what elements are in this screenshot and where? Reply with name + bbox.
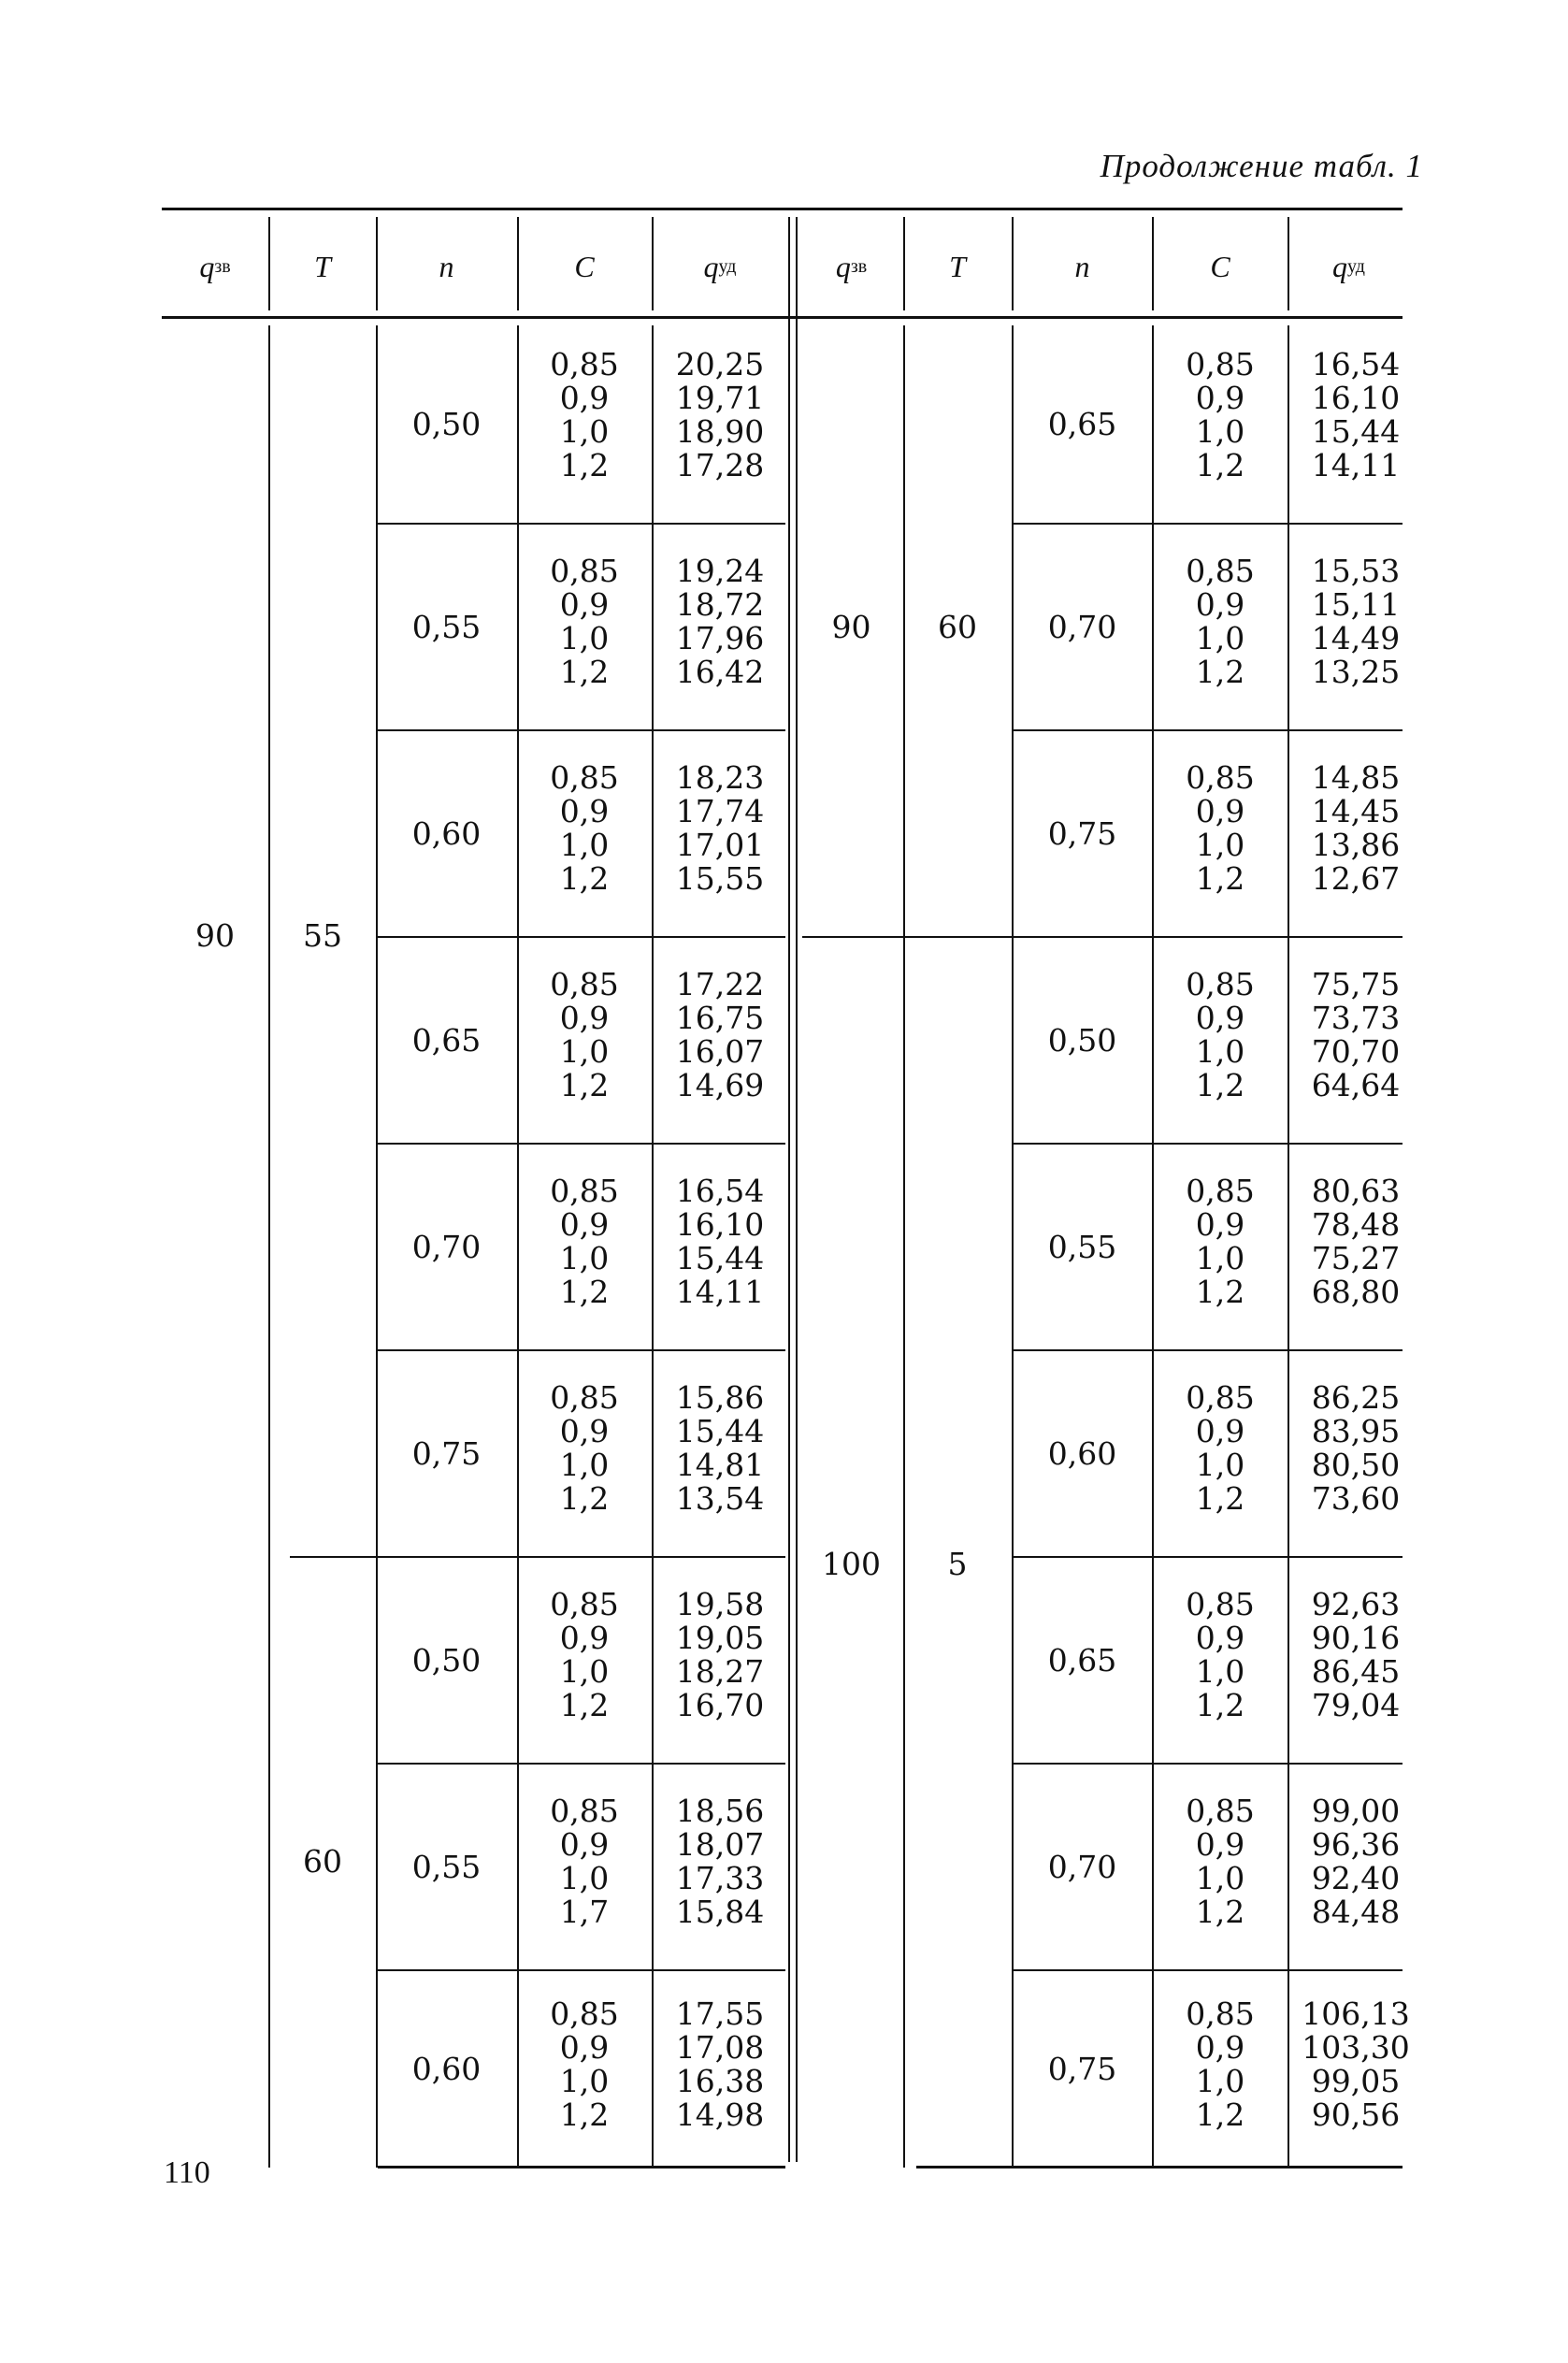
bottom-rule — [378, 2166, 785, 2168]
q-values: 106,13 103,30 99,05 90,56 — [1302, 1996, 1410, 2133]
header-c-left: C — [574, 249, 595, 283]
q-values: 86,25 83,95 80,50 73,60 — [1311, 1379, 1401, 1517]
n-value: 0,75 — [1047, 2050, 1117, 2087]
header-q-right: q зв — [835, 249, 868, 283]
col-rule — [1287, 325, 1289, 2168]
c-values: 0,85 0,9 1,0 1,2 — [550, 966, 619, 1103]
q-values: 20,25 19,71 18,90 17,28 — [675, 346, 765, 483]
left-q-value: 90 — [195, 916, 235, 954]
c-values: 0,85 0,9 1,0 1,2 — [1186, 1379, 1255, 1517]
hdr-sep — [376, 217, 378, 310]
q-values: 16,54 16,10 15,44 14,11 — [1311, 346, 1401, 483]
c-values: 0,85 0,9 1,0 1,2 — [550, 1586, 619, 1723]
left-t-60: 60 — [303, 1842, 342, 1880]
n-value: 0,55 — [411, 609, 482, 645]
right-q-100: 100 — [822, 1545, 881, 1582]
header-qud-left: q уд — [703, 249, 737, 283]
n-value: 0,70 — [1047, 609, 1117, 645]
q-values: 99,00 96,36 92,40 84,48 — [1311, 1793, 1401, 1930]
top-rule — [162, 208, 1403, 210]
hdr-sep — [903, 217, 905, 310]
n-value: 0,50 — [411, 406, 482, 442]
header-t-right: T — [949, 249, 966, 283]
c-values: 0,85 0,9 1,0 1,2 — [550, 1379, 619, 1517]
c-values: 0,85 0,9 1,0 1,2 — [1186, 1173, 1255, 1310]
n-value: 0,55 — [1047, 1229, 1117, 1265]
c-values: 0,85 0,9 1,0 1,2 — [550, 346, 619, 483]
n-value: 0,50 — [411, 1642, 482, 1679]
c-values: 0,85 0,9 1,0 1,7 — [550, 1793, 619, 1930]
hdr-sep — [268, 217, 270, 310]
n-value: 0,65 — [1047, 406, 1117, 442]
col-rule — [652, 325, 654, 2168]
q-values: 16,54 16,10 15,44 14,11 — [675, 1173, 765, 1310]
q-values: 80,63 78,48 75,27 68,80 — [1311, 1173, 1401, 1310]
c-values: 0,85 0,9 1,0 1,2 — [550, 1996, 619, 2133]
n-value: 0,50 — [1047, 1022, 1117, 1059]
header-n-left: n — [439, 249, 454, 283]
bottom-rule — [916, 2166, 1403, 2168]
q-values: 14,85 14,45 13,86 12,67 — [1311, 759, 1401, 897]
c-values: 0,85 0,9 1,0 1,2 — [550, 759, 619, 897]
n-value: 0,60 — [411, 815, 482, 852]
center-double-rule — [788, 217, 790, 2162]
page-number: 110 — [164, 2155, 210, 2190]
q-values: 18,23 17,74 17,01 15,55 — [675, 759, 765, 897]
c-values: 0,85 0,9 1,0 1,2 — [1186, 966, 1255, 1103]
right-t-60: 60 — [938, 608, 977, 645]
q-values: 15,86 15,44 14,81 13,54 — [675, 1379, 765, 1517]
center-double-rule — [796, 217, 798, 2162]
c-values: 0,85 0,9 1,0 1,2 — [550, 1173, 619, 1310]
header-qud-right: q уд — [1332, 249, 1365, 283]
q-values: 19,24 18,72 17,96 16,42 — [675, 553, 765, 690]
n-value: 0,70 — [1047, 1849, 1117, 1885]
q-values: 17,55 17,08 16,38 14,98 — [675, 1996, 765, 2133]
n-value: 0,65 — [1047, 1642, 1117, 1679]
c-values: 0,85 0,9 1,0 1,2 — [550, 553, 619, 690]
hdr-sep — [652, 217, 654, 310]
header-t-left: T — [314, 249, 331, 283]
header-n-right: n — [1074, 249, 1090, 283]
n-value: 0,60 — [1047, 1435, 1117, 1472]
q-values: 19,58 19,05 18,27 16,70 — [675, 1586, 765, 1723]
c-values: 0,85 0,9 1,0 1,2 — [1186, 553, 1255, 690]
c-values: 0,85 0,9 1,0 1,2 — [1186, 1586, 1255, 1723]
group-rule — [290, 1556, 785, 1558]
n-value: 0,70 — [411, 1229, 482, 1265]
header-rule — [162, 316, 1403, 319]
header-c-right: C — [1210, 249, 1230, 283]
right-t-5: 5 — [947, 1545, 968, 1582]
col-rule — [268, 325, 270, 2168]
q-values: 18,56 18,07 17,33 15,84 — [675, 1793, 765, 1930]
col-rule — [1152, 325, 1154, 2168]
col-rule — [376, 325, 378, 2168]
n-value: 0,55 — [411, 1849, 482, 1885]
hdr-sep — [1152, 217, 1154, 310]
q-values: 15,53 15,11 14,49 13,25 — [1311, 553, 1401, 690]
hdr-sep — [517, 217, 519, 310]
c-values: 0,85 0,9 1,0 1,2 — [1186, 759, 1255, 897]
c-values: 0,85 0,9 1,0 1,2 — [1186, 1996, 1255, 2133]
right-q-90: 90 — [831, 608, 871, 645]
hdr-sep — [1012, 217, 1014, 310]
header-q-left: q зв — [199, 249, 231, 283]
table-caption: Продолжение табл. 1 — [1100, 148, 1423, 184]
hdr-sep — [1287, 217, 1289, 310]
q-values: 92,63 90,16 86,45 79,04 — [1311, 1586, 1401, 1723]
q-values: 17,22 16,75 16,07 14,69 — [675, 966, 765, 1103]
n-value: 0,60 — [411, 2050, 482, 2087]
q-values: 75,75 73,73 70,70 64,64 — [1311, 966, 1401, 1103]
c-values: 0,85 0,9 1,0 1,2 — [1186, 1793, 1255, 1930]
n-value: 0,65 — [411, 1022, 482, 1059]
col-rule — [1012, 325, 1014, 2168]
c-values: 0,85 0,9 1,0 1,2 — [1186, 346, 1255, 483]
n-value: 0,75 — [411, 1435, 482, 1472]
n-value: 0,75 — [1047, 815, 1117, 852]
left-t-55: 55 — [303, 916, 342, 954]
